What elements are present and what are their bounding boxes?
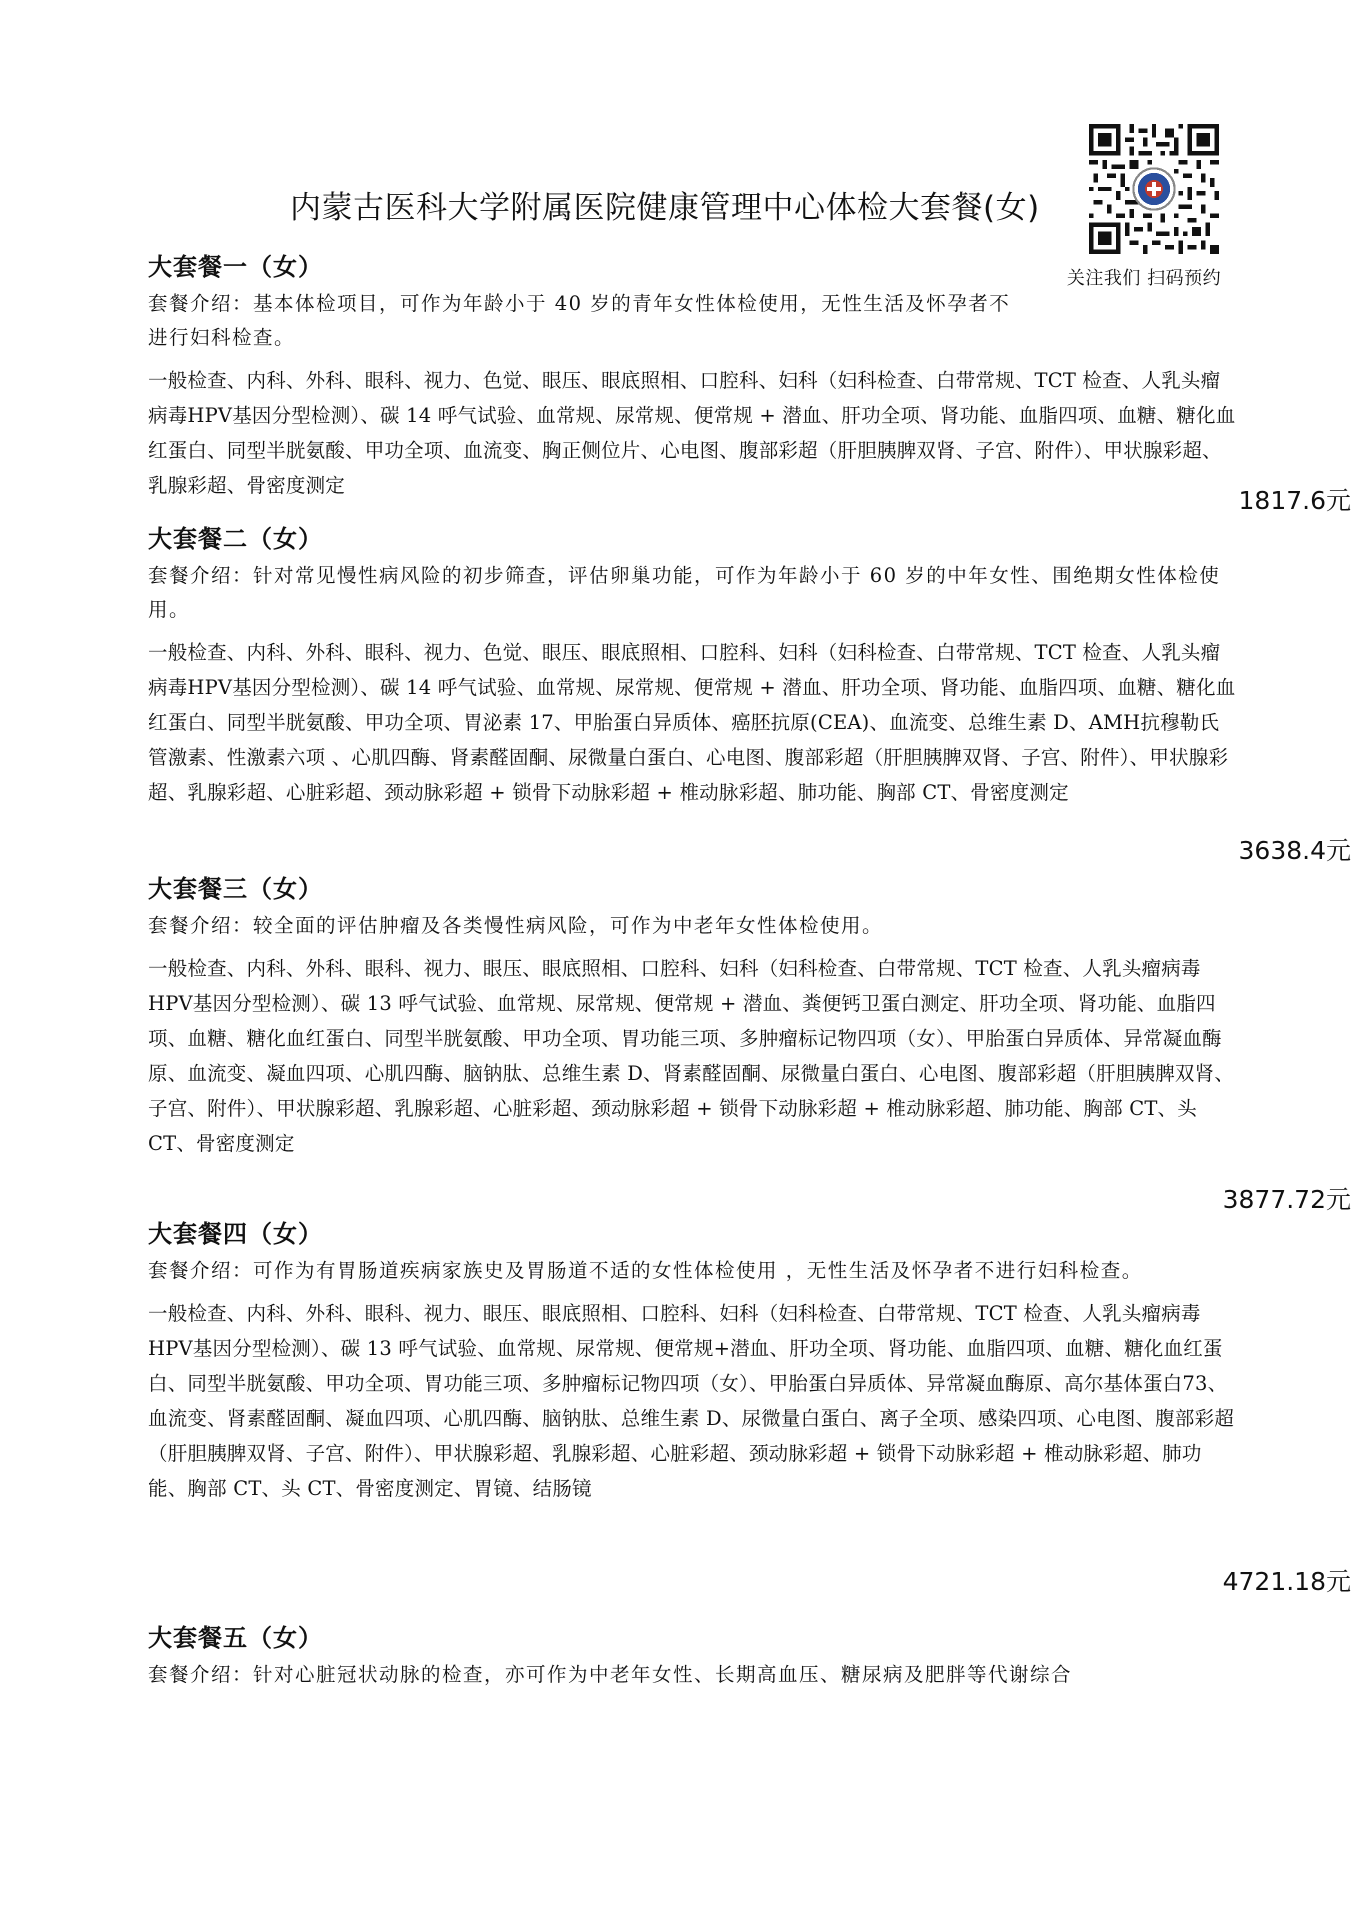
package-items: 一般检查、内科、外科、眼科、视力、眼压、眼底照相、口腔科、妇科（妇科检查、白带常规、TCT 检查、人乳头瘤病毒HPV基因分型检测）、碳 13 呼气试验、血常规、尿常规、便常规 + 潜血、粪便钙卫蛋白测定、肝功全项、肾功能、血脂四项、血糖、糖化血红蛋白、同型半胱氨酸、甲功全项、胃功能三项、多肿瘤标记物四项（女）、甲胎蛋白异质体、异常凝血酶原、血流变、凝血四项、心肌四酶、脑钠肽、总维生素 D、肾素醛固酮、尿微量白蛋白、心电图、腹部彩超（肝胆胰脾双肾、子宫、附件）、甲状腺彩超、乳腺彩超、心脏彩超、颈动脉彩超 + 锁骨下动脉彩超 + 椎动脉彩超、肺功能、胸部 CT、头 CT、骨密度测定: [148, 957, 1235, 1155]
package-5: [148, 1620, 1248, 1692]
package-intro: 套餐介绍：针对常见慢性病风险的初步筛查，评估卵巢功能，可作为年龄小于 60 岁的中年女性、围绝期女性体检使用。: [148, 564, 1221, 621]
package-price: 4721.18元: [1222, 1567, 1351, 1596]
package-price: 3638.4元: [1238, 836, 1351, 865]
qr-code-icon[interactable]: [1089, 124, 1219, 254]
package-heading: 大套餐三（女）: [148, 875, 323, 903]
package-intro: 套餐介绍：较全面的评估肿瘤及各类慢性病风险，可作为中老年女性体检使用。: [148, 914, 884, 937]
package-items: 一般检查、内科、外科、眼科、视力、眼压、眼底照相、口腔科、妇科（妇科检查、白带常规、TCT 检查、人乳头瘤病毒HPV基因分型检测）、碳 13 呼气试验、血常规、尿常规、便常规+潜血、肝功全项、肾功能、血脂四项、血糖、糖化血红蛋白、同型半胱氨酸、甲功全项、胃功能三项、多肿瘤标记物四项（女）、甲胎蛋白异质体、异常凝血酶原、高尔基体蛋白73、血流变、肾素醛固酮、凝血四项、心肌四酶、脑钠肽、总维生素 D、尿微量白蛋白、离子全项、感染四项、心电图、腹部彩超（肝胆胰脾双肾、子宫、附件）、甲状腺彩超、乳腺彩超、心脏彩超、颈动脉彩超 + 锁骨下动脉彩超 + 椎动脉彩超、肺功能、胸部 CT、头 CT、骨密度测定、胃镜、结肠镜: [148, 1302, 1235, 1500]
package-price: 1817.6元: [1238, 486, 1351, 515]
qr-caption: 关注我们 扫码预约: [1066, 268, 1222, 289]
package-heading: 大套餐五（女）: [148, 1624, 323, 1652]
package-heading: 大套餐四（女）: [148, 1220, 323, 1248]
package-items: 一般检查、内科、外科、眼科、视力、色觉、眼压、眼底照相、口腔科、妇科（妇科检查、白带常规、TCT 检查、人乳头瘤病毒HPV基因分型检测）、碳 14 呼气试验、血常规、尿常规、便常规 + 潜血、肝功全项、肾功能、血脂四项、血糖、糖化血红蛋白、同型半胱氨酸、甲功全项、胃泌素 17、甲胎蛋白异质体、癌胚抗原(CEA)、血流变、总维生素 D、AMH抗穆勒氏管激素、性激素六项 、心肌四酶、肾素醛固酮、尿微量白蛋白、心电图、腹部彩超（肝胆胰脾双肾、子宫、附件）、甲状腺彩超、乳腺彩超、心脏彩超、颈动脉彩超 + 锁骨下动脉彩超 + 椎动脉彩超、肺功能、胸部 CT、骨密度测定: [148, 641, 1236, 804]
package-1: [148, 249, 1248, 503]
package-intro: 套餐介绍：针对心脏冠状动脉的检查，亦可作为中老年女性、长期高血压、糖尿病及肥胖等代谢综合: [148, 1663, 1073, 1686]
package-intro: 套餐介绍：可作为有胃肠道疾病家族史及胃肠道不适的女性体检使用 ，无性生活及怀孕者不进行妇科检查。: [148, 1259, 1143, 1282]
package-intro: 套餐介绍：基本体检项目，可作为年龄小于 40 岁的青年女性体检使用，无性生活及怀孕者不进行妇科检查。: [148, 292, 1011, 349]
package-heading: 大套餐二（女）: [148, 525, 323, 553]
package-heading: 大套餐一（女）: [148, 253, 323, 281]
package-2: [148, 521, 1248, 810]
package-4: [148, 1216, 1248, 1506]
package-price: 3877.72元: [1222, 1185, 1351, 1214]
page-title: 内蒙古医科大学附属医院健康管理中心体检大套餐(女): [290, 190, 1040, 226]
package-3: [148, 871, 1248, 1161]
package-items: 一般检查、内科、外科、眼科、视力、色觉、眼压、眼底照相、口腔科、妇科（妇科检查、白带常规、TCT 检查、人乳头瘤病毒HPV基因分型检测）、碳 14 呼气试验、血常规、尿常规、便常规 + 潜血、肝功全项、肾功能、血脂四项、血糖、糖化血红蛋白、同型半胱氨酸、甲功全项、血流变、胸正侧位片、心电图、腹部彩超（肝胆胰脾双肾、子宫、附件）、甲状腺彩超、乳腺彩超、骨密度测定: [148, 369, 1236, 497]
